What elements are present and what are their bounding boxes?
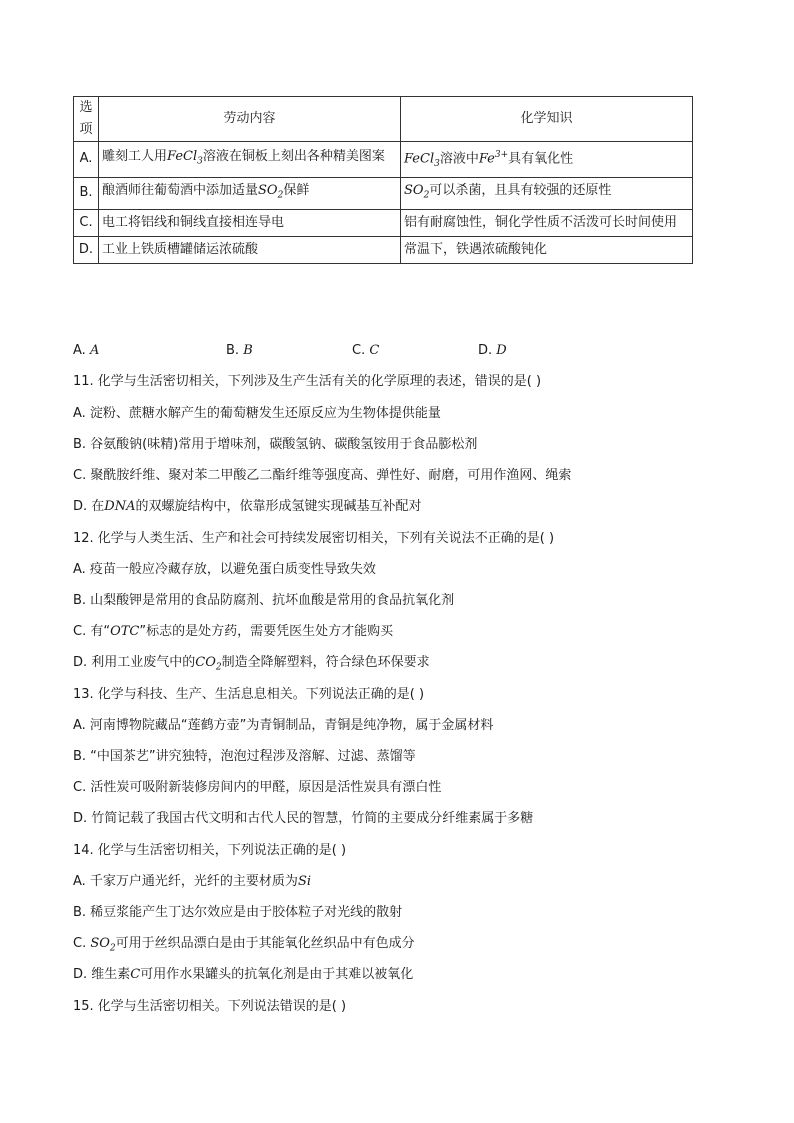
row-option: D. (74, 236, 99, 263)
q11-stem: 11. 化学与生活密切相关，下列涉及生产生活有关的化学原理的表述，错误的是( ) (73, 374, 542, 389)
table-row (74, 177, 693, 209)
row-work: 工业上铁质槽罐储运浓硫酸 (99, 236, 401, 263)
table-row (74, 236, 693, 263)
header-option: 选项 (74, 97, 99, 142)
q10-option-a[interactable] (73, 343, 99, 358)
text-segment: A. 千家万户通光纤，光纤的主要材质为 (73, 874, 298, 889)
q13-option-d[interactable]: D. 竹简记载了我国古代文明和古代人民的智慧，竹简的主要成分纤维素属于多糖 (73, 811, 534, 826)
table-row (74, 209, 693, 236)
formula: CO (195, 655, 216, 670)
row-work: 电工将铝线和铜线直接相连导电 (99, 209, 401, 236)
text-segment: D. 利用工业废气中的 (73, 655, 196, 670)
q12-option-c[interactable] (73, 623, 393, 641)
text-segment: 具有氧化性 (508, 151, 574, 167)
q12-stem: 12. 化学与人类生活、生产和社会可持续发展密切相关，下列有关说法不正确的是( ) (73, 531, 555, 546)
row-work (99, 177, 401, 209)
q11-option-c[interactable]: C. 聚酰胺纤维、聚对苯二甲酸乙二酯纤维等强度高、弹性好、耐磨，可用作渔网、绳索 (73, 468, 572, 483)
q14-stem: 14. 化学与生活密切相关，下列说法正确的是( ) (73, 843, 347, 858)
option-label: C. (352, 343, 370, 358)
text-segment: 溶液中 (439, 151, 479, 167)
formula: SO (404, 182, 424, 198)
option-value: C (369, 343, 380, 358)
text-segment: D. 维生素 (73, 967, 131, 982)
text-segment: 可用于丝织品漂白是由于其能氧化丝织品中有色成分 (115, 936, 415, 951)
header-work: 劳动内容 (99, 97, 401, 142)
option-label: D. (478, 343, 497, 358)
text-segment: ”标志的是处方药，需要凭医生处方才能购买 (139, 624, 394, 639)
q11-option-a[interactable]: A. 淀粉、蔗糖水解产生的葡萄糖发生还原反应为生物体提供能量 (73, 406, 441, 421)
header-knowledge: 化学知识 (401, 97, 693, 142)
row-knowledge: 铝有耐腐蚀性，铜化学性质不活泼可长时间使用 (401, 209, 693, 236)
formula: Fe (478, 151, 495, 167)
row-knowledge (401, 142, 693, 178)
q12-option-d[interactable] (73, 654, 430, 677)
q15-stem: 15. 化学与生活密切相关。下列说法错误的是( ) (73, 999, 347, 1014)
text-segment: C. 有“ (73, 624, 111, 639)
text-segment: 制造全降解塑料，符合绿色环保要求 (221, 655, 430, 670)
q10-options (73, 343, 713, 363)
q13-option-a[interactable]: A. 河南博物院藏品“莲鹤方壶”为青铜制品，青铜是纯净物，属于金属材料 (73, 718, 494, 733)
text-segment: 可以杀菌，且具有较强的还原性 (429, 182, 612, 198)
q12-option-a[interactable]: A. 疫苗一般应冷藏存放，以避免蛋白质变性导致失效 (73, 562, 376, 577)
option-value: A (89, 343, 100, 358)
row-option: B. (74, 177, 99, 209)
table-row (74, 142, 693, 178)
q10-option-d[interactable] (478, 343, 507, 358)
formula-subscript: 3 (434, 158, 440, 169)
table-header-row (74, 97, 693, 142)
row-work (99, 142, 401, 178)
text-segment: D. 在 (73, 499, 105, 514)
q14-option-b[interactable]: B. 稀豆浆能产生丁达尔效应是由于胶体粒子对光线的散射 (73, 905, 403, 920)
formula-subscript: 2 (109, 943, 116, 954)
formula: SO (258, 182, 278, 198)
q13-option-c[interactable]: C. 活性炭可吸附新装修房间内的甲醛，原因是活性炭具有漂白性 (73, 780, 442, 795)
option-value: D (496, 343, 507, 358)
row-option: A. (74, 142, 99, 178)
formula: Si (297, 874, 312, 889)
option-label: B. (226, 343, 244, 358)
q14-option-a[interactable] (73, 873, 311, 891)
option-value: B (243, 343, 253, 358)
formula-superscript: 3+ (494, 150, 509, 160)
q10-option-c[interactable] (352, 343, 379, 358)
formula: SO (90, 936, 110, 951)
q10-option-b[interactable] (226, 343, 253, 358)
text-segment: 酿酒师往葡萄酒中添加适量 (102, 182, 259, 198)
text-segment: 保鲜 (283, 182, 310, 198)
row-knowledge: 常温下，铁遇浓硫酸钝化 (401, 236, 693, 263)
q12-option-b[interactable]: B. 山梨酸钾是常用的食品防腐剂、抗坏血酸是常用的食品抗氧化剂 (73, 593, 455, 608)
text-segment: 雕刻工人用 (102, 149, 168, 165)
text-segment: 的双螺旋结构中，依靠形成氢键实现碱基互补配对 (135, 499, 422, 514)
text-segment: 溶液在铜板上刻出各种精美图案 (202, 149, 385, 165)
q13-stem: 13. 化学与科技、生产、生活息息相关。下列说法正确的是( ) (73, 687, 425, 702)
formula: OTC (110, 624, 140, 639)
formula-subscript: 3 (197, 156, 203, 167)
text-segment: C. (73, 936, 91, 951)
row-option: C. (74, 209, 99, 236)
formula-subscript: 2 (277, 190, 284, 201)
q14-option-c[interactable] (73, 935, 415, 958)
formula-subscript: 2 (215, 662, 222, 673)
formula: FeCl (167, 149, 198, 165)
formula: FeCl (404, 151, 435, 167)
q11-option-d[interactable] (73, 498, 421, 516)
option-label: A. (73, 343, 90, 358)
q14-option-d[interactable] (73, 966, 413, 984)
formula: DNA (104, 499, 136, 514)
q11-option-b[interactable]: B. 谷氨酸钠(味精)常用于增味剂，碳酸氢钠、碳酸氢铵用于食品膨松剂 (73, 437, 478, 452)
formula-subscript: 2 (423, 190, 430, 201)
text-segment: 可用作水果罐头的抗氧化剂是由于其难以被氧化 (140, 967, 414, 982)
row-knowledge (401, 177, 693, 209)
q13-option-b[interactable]: B. “中国茶艺”讲究独特，泡泡过程涉及溶解、过滤、蒸馏等 (73, 749, 416, 764)
formula: C (130, 967, 141, 982)
comparison-table (73, 96, 693, 264)
